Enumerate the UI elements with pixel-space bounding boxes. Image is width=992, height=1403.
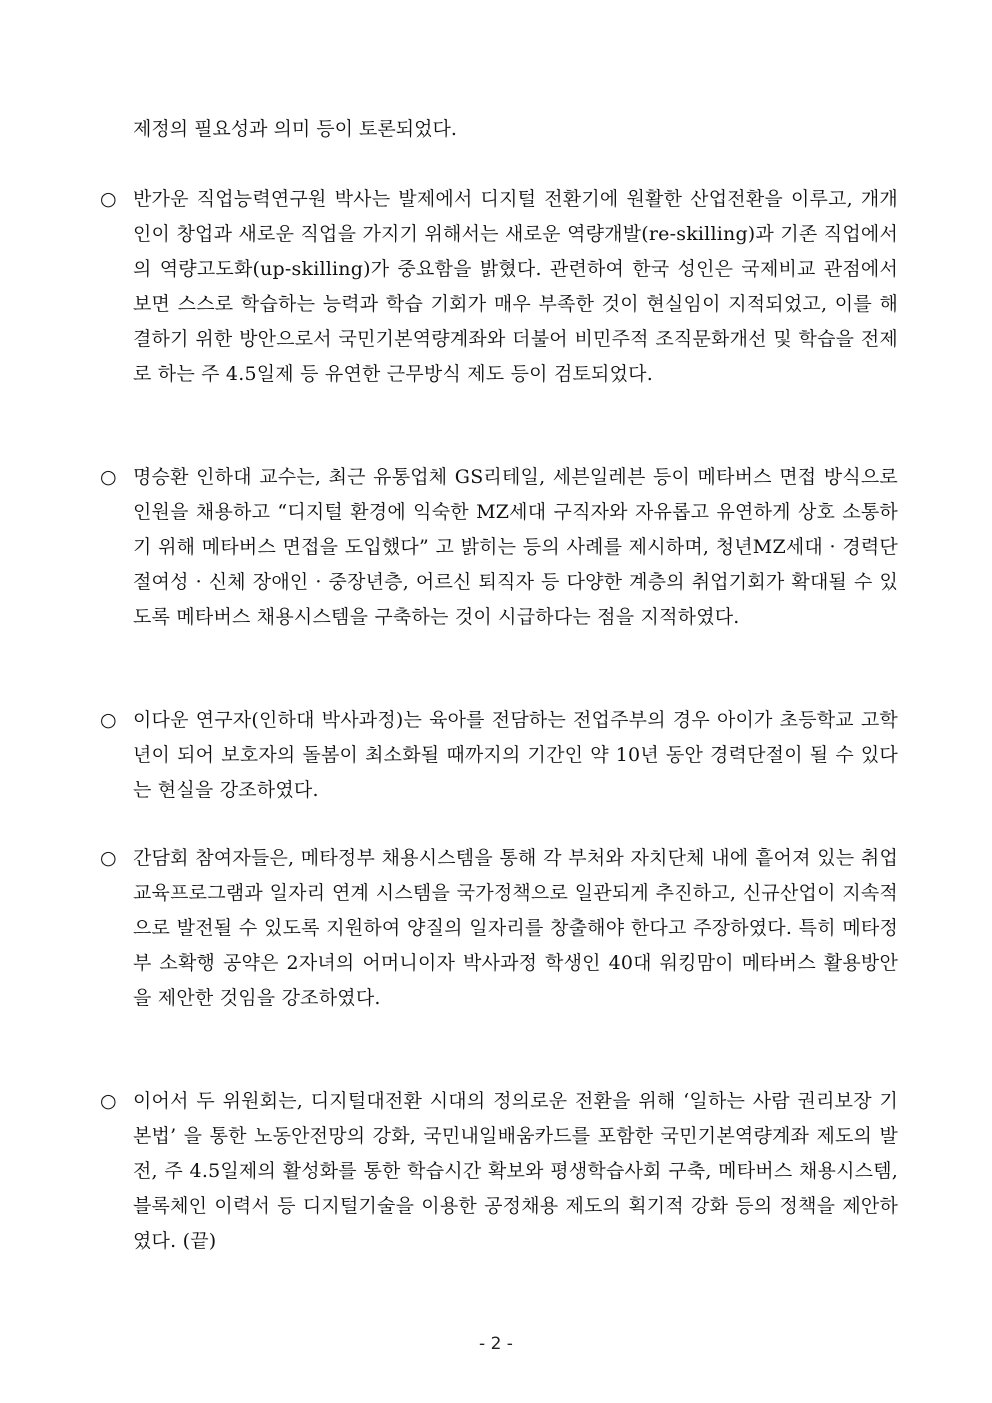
bullet-icon: ○: [100, 847, 117, 869]
bullet-paragraph-3: [100, 703, 898, 808]
paragraph-text: 반가운 직업능력연구원 박사는 발제에서 디지털 전환기에 원활한 산업전환을 이루고, 개개인이 창업과 새로운 직업을 가지기 위해서는 새로운 역량개발(re-skilling)과 기존 직업에서의 역량고도화(up-skilling)가 중요함을 밝혔다. 관련하여 한국 성인은 국제비교 관점에서 보면 스스로 학습하는 능력과 학습 기회가 매우 부족한 것이 현실임이 지적되었고, 이를 해결하기 위한 방안으로서 국민기본역량계좌와 더불어 비민주적 조직문화개선 및 학습을 전제로 하는 주 4.5일제 등 유연한 근무방식 제도 등이 검토되었다.: [133, 188, 898, 385]
bullet-icon: ○: [100, 709, 117, 731]
bullet-icon: ○: [100, 466, 117, 488]
intro-continuation-line: 제정의 필요성과 의미 등이 토론되었다.: [133, 118, 457, 140]
bullet-paragraph-1: [100, 182, 898, 392]
bullet-paragraph-5: [100, 1084, 898, 1259]
paragraph-text: 이어서 두 위원회는, 디지털대전환 시대의 정의로운 전환을 위해 ‘일하는 사람 권리보장 기본법’ 을 통한 노동안전망의 강화, 국민내일배움카드를 포함한 국민기본역량계좌 제도의 발전, 주 4.5일제의 활성화를 통한 학습시간 확보와 평생학습사회 구축, 메타버스 채용시스템, 블록체인 이력서 등 디지털기술을 이용한 공정채용 제도의 획기적 강화 등의 정책을 제안하였다. (끝): [133, 1090, 898, 1252]
paragraph-text: 간담회 참여자들은, 메타정부 채용시스템을 통해 각 부처와 자치단체 내에 흩어져 있는 취업교육프로그램과 일자리 연계 시스템을 국가정책으로 일관되게 추진하고, 신규산업이 지속적으로 발전될 수 있도록 지원하여 양질의 일자리를 창출해야 한다고 주장하였다. 특히 메타정부 소확행 공약은 2자녀의 어머니이자 박사과정 학생인 40대 워킹맘이 메타버스 활용방안을 제안한 것임을 강조하였다.: [133, 847, 898, 1009]
paragraph-text: 명승환 인하대 교수는, 최근 유통업체 GS리테일, 세븐일레븐 등이 메타버스 면접 방식으로 인원을 채용하고 “디지털 환경에 익숙한 MZ세대 구직자와 자유롭고 유연하게 상호 소통하기 위해 메타버스 면접을 도입했다” 고 밝히는 등의 사례를 제시하며, 청년MZ세대 · 경력단절여성 · 신체 장애인 · 중장년층, 어르신 퇴직자 등 다양한 계층의 취업기회가 확대될 수 있도록 메타버스 채용시스템을 구축하는 것이 시급하다는 점을 지적하였다.: [133, 466, 898, 628]
bullet-paragraph-2: [100, 460, 898, 635]
bullet-icon: ○: [100, 188, 117, 210]
bullet-icon: ○: [100, 1090, 117, 1112]
paragraph-text: 이다운 연구자(인하대 박사과정)는 육아를 전담하는 전업주부의 경우 아이가 초등학교 고학년이 되어 보호자의 돌봄이 최소화될 때까지의 기간인 약 10년 동안 경력단절이 될 수 있다는 현실을 강조하였다.: [133, 709, 898, 801]
page-number: - 2 -: [479, 1334, 513, 1354]
bullet-paragraph-4: [100, 841, 898, 1016]
